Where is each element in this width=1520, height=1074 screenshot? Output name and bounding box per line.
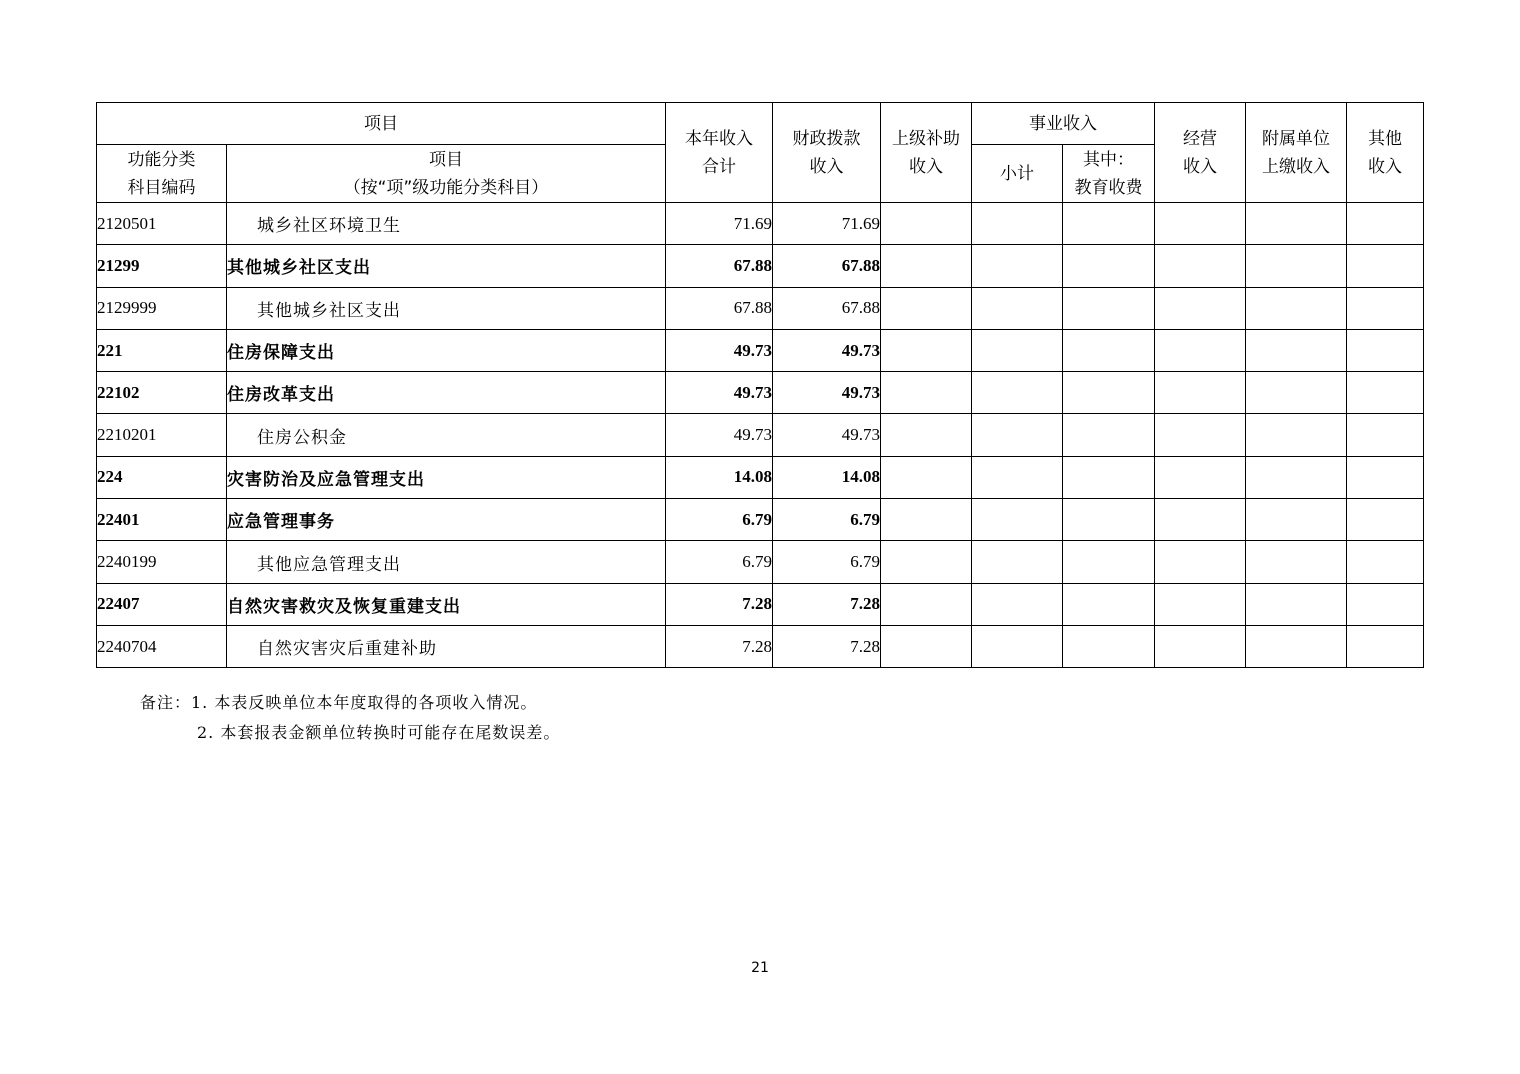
- empty-cell: [1347, 372, 1424, 414]
- income-table: [96, 102, 1424, 668]
- empty-cell: [972, 456, 1063, 498]
- empty-cell: [972, 203, 1063, 245]
- table-row: [97, 372, 1424, 414]
- table-row: [97, 541, 1424, 583]
- empty-cell: [1347, 456, 1424, 498]
- header-edu-fee: 其中： 教育收费: [1063, 145, 1155, 203]
- empty-cell: [1155, 287, 1246, 329]
- empty-cell: [972, 414, 1063, 456]
- empty-cell: [881, 456, 972, 498]
- note-line-2: 2. 本套报表金额单位转换时可能存在尾数误差。: [197, 723, 561, 742]
- row-code: 2129999: [97, 287, 227, 329]
- empty-cell: [1155, 245, 1246, 287]
- row-total: 14.08: [666, 456, 773, 498]
- table-row: [97, 499, 1424, 541]
- row-total: 67.88: [666, 245, 773, 287]
- row-code: 2210201: [97, 414, 227, 456]
- table-row: [97, 245, 1424, 287]
- empty-cell: [1155, 625, 1246, 667]
- row-code: 2240199: [97, 541, 227, 583]
- row-total: 7.28: [666, 625, 773, 667]
- empty-cell: [1063, 372, 1155, 414]
- empty-cell: [1347, 287, 1424, 329]
- empty-cell: [972, 245, 1063, 287]
- header-superior: 上级补助 收入: [881, 103, 972, 203]
- row-total: 6.79: [666, 499, 773, 541]
- row-fiscal: 6.79: [773, 499, 881, 541]
- header-item: 项目: [97, 103, 666, 145]
- row-code: 22407: [97, 583, 227, 625]
- empty-cell: [881, 541, 972, 583]
- table-row: [97, 329, 1424, 371]
- empty-cell: [1246, 499, 1347, 541]
- row-code: 2120501: [97, 203, 227, 245]
- empty-cell: [1246, 203, 1347, 245]
- row-fiscal: 6.79: [773, 541, 881, 583]
- empty-cell: [1347, 583, 1424, 625]
- header-total: 本年收入 合计: [666, 103, 773, 203]
- empty-cell: [1246, 456, 1347, 498]
- empty-cell: [972, 541, 1063, 583]
- row-fiscal: 67.88: [773, 245, 881, 287]
- row-total: 67.88: [666, 287, 773, 329]
- row-name: 其他城乡社区支出: [227, 245, 666, 287]
- header-subtotal: 小计: [972, 145, 1063, 203]
- empty-cell: [972, 287, 1063, 329]
- row-fiscal: 14.08: [773, 456, 881, 498]
- empty-cell: [881, 372, 972, 414]
- row-fiscal: 71.69: [773, 203, 881, 245]
- empty-cell: [1155, 329, 1246, 371]
- empty-cell: [881, 245, 972, 287]
- empty-cell: [1063, 583, 1155, 625]
- table-row: [97, 203, 1424, 245]
- empty-cell: [1063, 329, 1155, 371]
- header-fiscal: 财政拨款 收入: [773, 103, 881, 203]
- row-name: 住房保障支出: [227, 329, 666, 371]
- row-fiscal: 49.73: [773, 329, 881, 371]
- row-name: 其他应急管理支出: [227, 541, 666, 583]
- empty-cell: [1063, 414, 1155, 456]
- row-total: 7.28: [666, 583, 773, 625]
- empty-cell: [881, 329, 972, 371]
- row-total: 6.79: [666, 541, 773, 583]
- empty-cell: [881, 625, 972, 667]
- header-business: 事业收入: [972, 103, 1155, 145]
- empty-cell: [1347, 329, 1424, 371]
- table-row: [97, 414, 1424, 456]
- empty-cell: [1246, 245, 1347, 287]
- row-name: 住房改革支出: [227, 372, 666, 414]
- header-affiliated: 附属单位 上缴收入: [1246, 103, 1347, 203]
- empty-cell: [1063, 625, 1155, 667]
- row-fiscal: 7.28: [773, 625, 881, 667]
- row-fiscal: 7.28: [773, 583, 881, 625]
- empty-cell: [1347, 245, 1424, 287]
- empty-cell: [881, 583, 972, 625]
- empty-cell: [1063, 287, 1155, 329]
- empty-cell: [972, 372, 1063, 414]
- header-code: 功能分类 科目编码: [97, 145, 227, 203]
- empty-cell: [1246, 287, 1347, 329]
- empty-cell: [881, 414, 972, 456]
- header-operating: 经营 收入: [1155, 103, 1246, 203]
- row-code: 2240704: [97, 625, 227, 667]
- empty-cell: [1246, 583, 1347, 625]
- empty-cell: [1347, 203, 1424, 245]
- row-code: 22401: [97, 499, 227, 541]
- row-code: 22102: [97, 372, 227, 414]
- row-name: 住房公积金: [227, 414, 666, 456]
- empty-cell: [1347, 541, 1424, 583]
- empty-cell: [1063, 245, 1155, 287]
- row-code: 21299: [97, 245, 227, 287]
- empty-cell: [1063, 203, 1155, 245]
- row-name: 应急管理事务: [227, 499, 666, 541]
- row-total: 71.69: [666, 203, 773, 245]
- table-row: [97, 583, 1424, 625]
- empty-cell: [1246, 329, 1347, 371]
- empty-cell: [881, 287, 972, 329]
- empty-cell: [1155, 499, 1246, 541]
- empty-cell: [1155, 583, 1246, 625]
- empty-cell: [1246, 372, 1347, 414]
- row-total: 49.73: [666, 414, 773, 456]
- empty-cell: [972, 499, 1063, 541]
- table-row: [97, 625, 1424, 667]
- row-name: 灾害防治及应急管理支出: [227, 456, 666, 498]
- empty-cell: [881, 203, 972, 245]
- empty-cell: [1246, 414, 1347, 456]
- empty-cell: [1347, 414, 1424, 456]
- row-fiscal: 49.73: [773, 414, 881, 456]
- table-row: [97, 456, 1424, 498]
- empty-cell: [1246, 625, 1347, 667]
- empty-cell: [1155, 203, 1246, 245]
- row-name: 其他城乡社区支出: [227, 287, 666, 329]
- empty-cell: [972, 625, 1063, 667]
- empty-cell: [1063, 499, 1155, 541]
- row-total: 49.73: [666, 329, 773, 371]
- empty-cell: [881, 499, 972, 541]
- table-notes: [140, 688, 560, 748]
- row-code: 221: [97, 329, 227, 371]
- empty-cell: [1063, 456, 1155, 498]
- header-other: 其他 收入: [1347, 103, 1424, 203]
- empty-cell: [1246, 541, 1347, 583]
- empty-cell: [1155, 414, 1246, 456]
- empty-cell: [1347, 625, 1424, 667]
- empty-cell: [1347, 499, 1424, 541]
- row-name: 城乡社区环境卫生: [227, 203, 666, 245]
- table-row: [97, 287, 1424, 329]
- note-line-1: 备注：1. 本表反映单位本年度取得的各项收入情况。: [140, 693, 538, 712]
- empty-cell: [972, 583, 1063, 625]
- row-code: 224: [97, 456, 227, 498]
- row-name: 自然灾害救灾及恢复重建支出: [227, 583, 666, 625]
- page-number: 21: [751, 960, 769, 976]
- row-fiscal: 67.88: [773, 287, 881, 329]
- empty-cell: [1155, 456, 1246, 498]
- empty-cell: [1063, 541, 1155, 583]
- row-fiscal: 49.73: [773, 372, 881, 414]
- empty-cell: [972, 329, 1063, 371]
- empty-cell: [1155, 541, 1246, 583]
- header-name: 项目 （按“项”级功能分类科目）: [227, 145, 666, 203]
- row-total: 49.73: [666, 372, 773, 414]
- empty-cell: [1155, 372, 1246, 414]
- row-name: 自然灾害灾后重建补助: [227, 625, 666, 667]
